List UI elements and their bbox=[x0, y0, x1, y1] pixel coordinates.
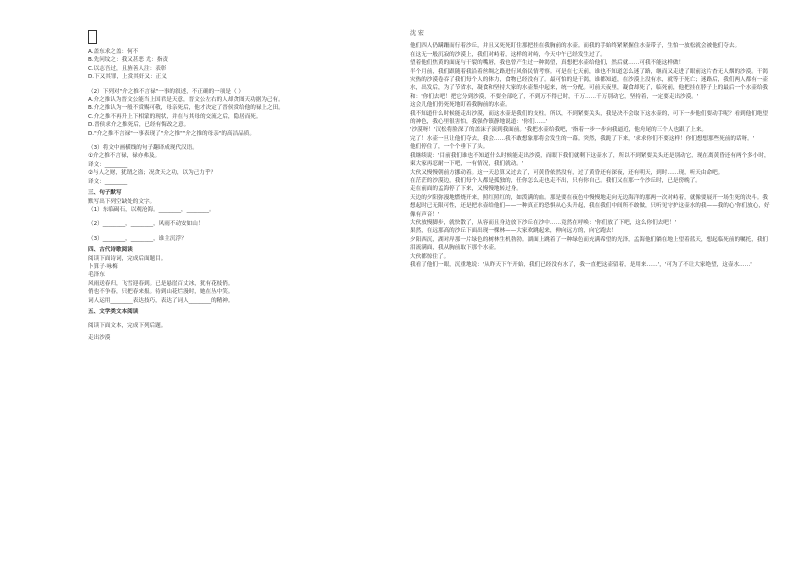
story-paragraph: 大伙都惊住了。 bbox=[410, 253, 450, 260]
right-column bbox=[410, 30, 770, 269]
poem-line: 毛泽东 bbox=[88, 272, 105, 279]
story-paragraph: 半个月前，我们跟随着我沿着丝绸之路进行风俗民情考察。可是在七天前，谁也不知道怎么迷了路，继而又走进了眼前这片杳无人烟的沙漠。干渴灾热的沙漠卷吞了我们每个人的体力，食物已经没有了。最可怕的是干渴，谁都知道，在沙漠上没有水，就等于死亡；迷路后，我们两人都有一壶水，出发后，为了节省水，凝食和坚持大家的水壶集中起来，统一分配。可前天夜里，凝食却死了，临死前，他把挂在脖子上的最后一个水壶给我和：'你们去吧！把它分到沙漠，不要全部吃了，不到万不得已时，千万……千万别动它，坚持着，一定要走出沙漠。' bbox=[410, 68, 769, 100]
question-line: A.介之推认为晋文公能当上国君是天意，晋文公左右的人却贪图天功据为己有。 bbox=[88, 97, 284, 104]
fill-blank-line: （1）东临碣石，以观沧海。________，________。 bbox=[88, 206, 215, 213]
story-paragraph: 大伙放慢脚步，就快散了，从容而且身边放下沙丘在沙中……竟然在呼唤：'你们放了下吧，这么你们去吧！' bbox=[410, 219, 676, 226]
section-3-intro: 默写出下列空缺处的文字。 bbox=[88, 198, 156, 205]
question-2 bbox=[88, 88, 388, 138]
story-paragraph: '沙漠呀！'汉松将脸深了的盖沫子滚到我面前。'我把水壶给我吧，'指着一步一步向我逼近，他舟尾的三个人也跟了上来。 bbox=[410, 127, 708, 134]
story-paragraph: 这会儿他们仍死死地盯着我胸前的水壶。 bbox=[410, 102, 511, 109]
story-paragraph: 我看了他们一眼，沉重地说：'从昨天下午开始，我们已经没有水了，我一直把这壶留着，是用来……'，'可为了不让大家绝望，这壶水……' bbox=[410, 261, 752, 268]
question-options bbox=[88, 48, 388, 82]
poem-line: 俏也不争春，只把春来报。待到山花烂漫时，她在丛中笑。 bbox=[88, 289, 234, 296]
story-paragraph: 夕阳西沉，湖对岸那一片绿色的树林生机勃勃。湖面上跳着了一种绿色而充满希望的光泽，孟海他们躺在地上望着蓝天，想起临死前的嘱托，我们泪流满面，我从胸前取下那个水壶。 bbox=[410, 236, 769, 252]
question-line: C.介之推不再升上下相蒙的现状，并在与其母的交流之后，隐居而死。 bbox=[88, 113, 262, 120]
story-text bbox=[410, 42, 770, 269]
question-line: （3）将文中画横线的句子翻译成现代汉语。 bbox=[88, 145, 198, 152]
story-paragraph: 在这无一般沉寂的沙漠上，我们对峙着，这样的对峙，今天中午已经发生过了。 bbox=[410, 51, 606, 58]
story-title: 走出沙漠 bbox=[88, 334, 111, 341]
story-paragraph: 在茫茫的沙漠边，我们每个人都是孤独的，任你怎么走也走不出，只有你自己。我们又在那一个沙丘时，已是傍晚了。 bbox=[410, 177, 701, 184]
story-paragraph: 他们停住了，一个个垂下了头。 bbox=[410, 144, 489, 151]
left-column bbox=[88, 30, 388, 342]
story-paragraph: 他们四人仍蹒跚而行着沙丘，并且又死死盯住那把挂在我胸前的水壶。而我的手始终紧紧握住水壶带子，生怕一放松就会被他们夺去。 bbox=[410, 43, 741, 50]
question-line: 译文：________ bbox=[88, 178, 128, 185]
question-3 bbox=[88, 144, 388, 186]
story-paragraph: 果然，在远那高的沙丘下面出现一棵林——大家欢跳起来，伸向远方的，向它跑去！ bbox=[410, 228, 617, 235]
section-5-title: 五、文学类文本阅读 bbox=[88, 308, 139, 315]
section-5-intro: 阅读下面文本，完成下列后题。 bbox=[88, 323, 167, 330]
question-line: （2）下列对"介之推不言禄"一事的叙述，不正确的一项是（ ） bbox=[88, 88, 244, 95]
fill-blank-line: （2）________，________，风雨不动安如山！ bbox=[88, 221, 204, 228]
answer-box bbox=[88, 30, 97, 44]
story-paragraph: 我不知道什么时候能走出沙漠，而这水壶是我们的支柱。所以，不到紧要关头，我是决不会取下这水壶的，可下一步他们要动手呢？看到他们绝望的神色，我心里很害怕，我强作镇静地说道：'你们……' bbox=[410, 110, 769, 126]
section-3-lines bbox=[88, 206, 388, 243]
fill-blank-line: （3）________，________，谁主沉浮？ bbox=[88, 235, 187, 242]
section-4-title: 四、古代诗歌阅读 bbox=[88, 247, 133, 254]
option-line: D.下又其罪，上赏其奸又：正义 bbox=[88, 74, 167, 81]
question-line: 译文：________ bbox=[88, 161, 128, 168]
poem-line: 风雨送春归，飞雪迎春到。已是悬崖百丈冰，犹有花枝俏。 bbox=[88, 280, 234, 287]
question-line: D.晋侯求介之推死后，已经有悔改之意。 bbox=[88, 122, 190, 129]
story-paragraph: 走在前面的孟海停了下来，又慢慢地转过身。 bbox=[410, 186, 522, 193]
story-paragraph: 天边的夕阳弥漫地燃烧开来，照红照红的，如泼满的血。那是要在夜色中慢慢地走向无边海洋的那两一次对峙着，就像要展开一场生死的决斗。我想起时已无限可性，还是把水壶给他们——一种真正的恐惧从心头升起，我在我们中间所不敢做，只听见守护这壶水的我——我的心'你们放心，好像有声音！' bbox=[410, 194, 770, 218]
story-paragraph: 完了！水壶一旦让他们夺去，我会……我不敢想象那将会发生的一幕。突然，我跪了下来，'求求你们不要这样！你们想想那些死前的话呀。' bbox=[410, 135, 755, 142]
poem-line: 阅读下面诗词，完成后面题目。 bbox=[88, 255, 167, 262]
question-line: ②与人之财，犹谓之盗；况贪天之功，以为己力乎？ bbox=[88, 170, 217, 177]
option-line: C.以志吾过，且旌善人注：表彰 bbox=[88, 65, 167, 72]
poem-line: 卜算子·咏梅 bbox=[88, 263, 118, 270]
option-line: B.先问坟之：我又甚恶 尤：指责 bbox=[88, 57, 169, 64]
poem-line: 词人运用________表达技巧，表达了词人________的精神。 bbox=[88, 297, 234, 304]
story-paragraph: 望着他们焦黄的面庞与干裂的嘴唇，我也曾产生过一种渴望，真想把水壶给他们，然后就……可我不能这样做！ bbox=[410, 60, 685, 67]
section-4-lines bbox=[88, 255, 388, 305]
author: 沈 宏 bbox=[410, 30, 424, 37]
section-3-title: 三、句子默写 bbox=[88, 190, 122, 197]
question-line: D."介之推不言禄"一事表现了"介之推""介之推的母亲"的高洁品质。 bbox=[88, 130, 255, 137]
question-line: ①介之推不言禄，禄亦弗及。 bbox=[88, 153, 161, 160]
story-paragraph: 我继续说：'目前我们谁也不知道什么时候能走出沙漠，而眼下我们就剩下这壶水了，所以不到紧要关头还是别动它，现在离黄昏还有两个多小时，柬大家再忍耐一下吧，一有情况，我们就动。' bbox=[410, 152, 770, 168]
story-paragraph: 大伙又慢慢朝前方挪动着。这一天总算又过去了，可黄昏依然没有，过了黄昏还有深夜，还有明天，到时……现，听天由命吧。 bbox=[410, 169, 724, 176]
question-line: B.介之推认为一般不赏赐可敬，母亲死后，他才决定了晋侯赏给他的禄上之田。 bbox=[88, 105, 284, 112]
option-line: A.盖东求之盖：何不 bbox=[88, 49, 139, 55]
